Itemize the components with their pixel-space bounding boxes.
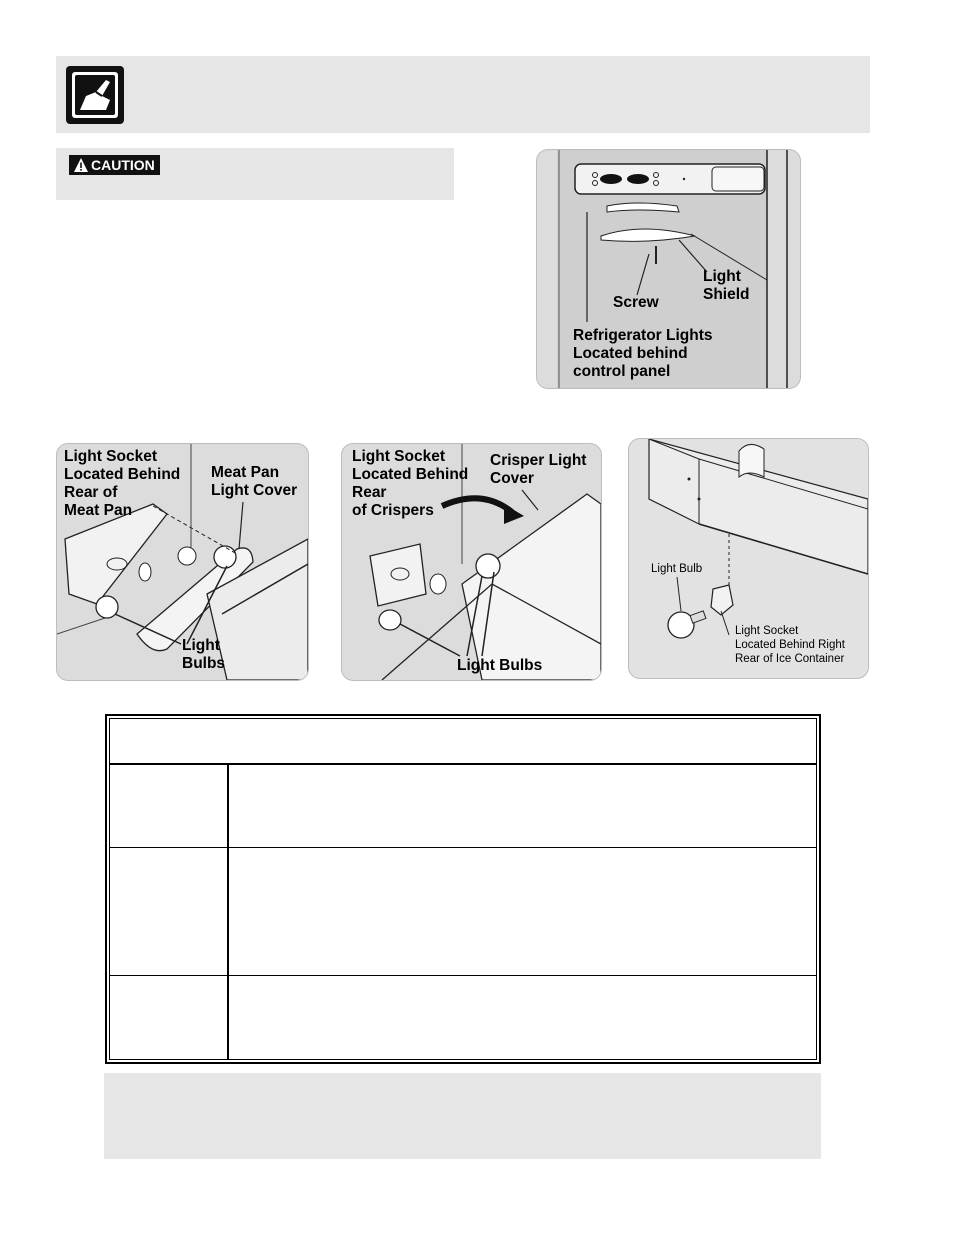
label-crisper-socket: Light Socket Located Behind Rear of Crispers [352, 448, 469, 519]
table-inner-border [109, 718, 817, 1060]
label-ice-bulb: Light Bulb [651, 563, 703, 575]
label-meat-pan-cover: Meat Pan Light Cover [211, 464, 298, 499]
label-meat-pan-socket: Light Socket Located Behind Rear of Meat Pan [64, 448, 181, 519]
table-row-divider [110, 847, 816, 848]
bulb-spec-table [105, 714, 821, 1064]
hand-tool-icon [66, 66, 124, 124]
figure-control-panel-lights [536, 149, 801, 389]
label-refrigerator-lights: Refrigerator Lights Located behind control panel [573, 327, 713, 380]
label-light-shield: Light Shield [703, 268, 750, 303]
figure-meat-pan-light [56, 443, 309, 681]
table-row-divider [110, 975, 816, 976]
label-ice-socket: Light Socket Located Behind Right Rear of Ice Container [735, 625, 845, 665]
warning-triangle-icon [73, 157, 89, 173]
header-band [56, 56, 870, 133]
table-header-divider [110, 763, 816, 765]
label-crisper-bulbs: Light Bulbs [457, 657, 543, 674]
figure-ice-container-light [628, 438, 869, 679]
label-meat-pan-bulbs: Light Bulbs [182, 637, 226, 672]
figure-crisper-light [341, 443, 602, 681]
table-column-divider [227, 765, 229, 1059]
note-band [104, 1073, 821, 1159]
label-screw: Screw [613, 294, 659, 311]
label-crisper-cover: Crisper Light Cover [490, 452, 587, 487]
caution-badge: CAUTION [69, 155, 160, 175]
